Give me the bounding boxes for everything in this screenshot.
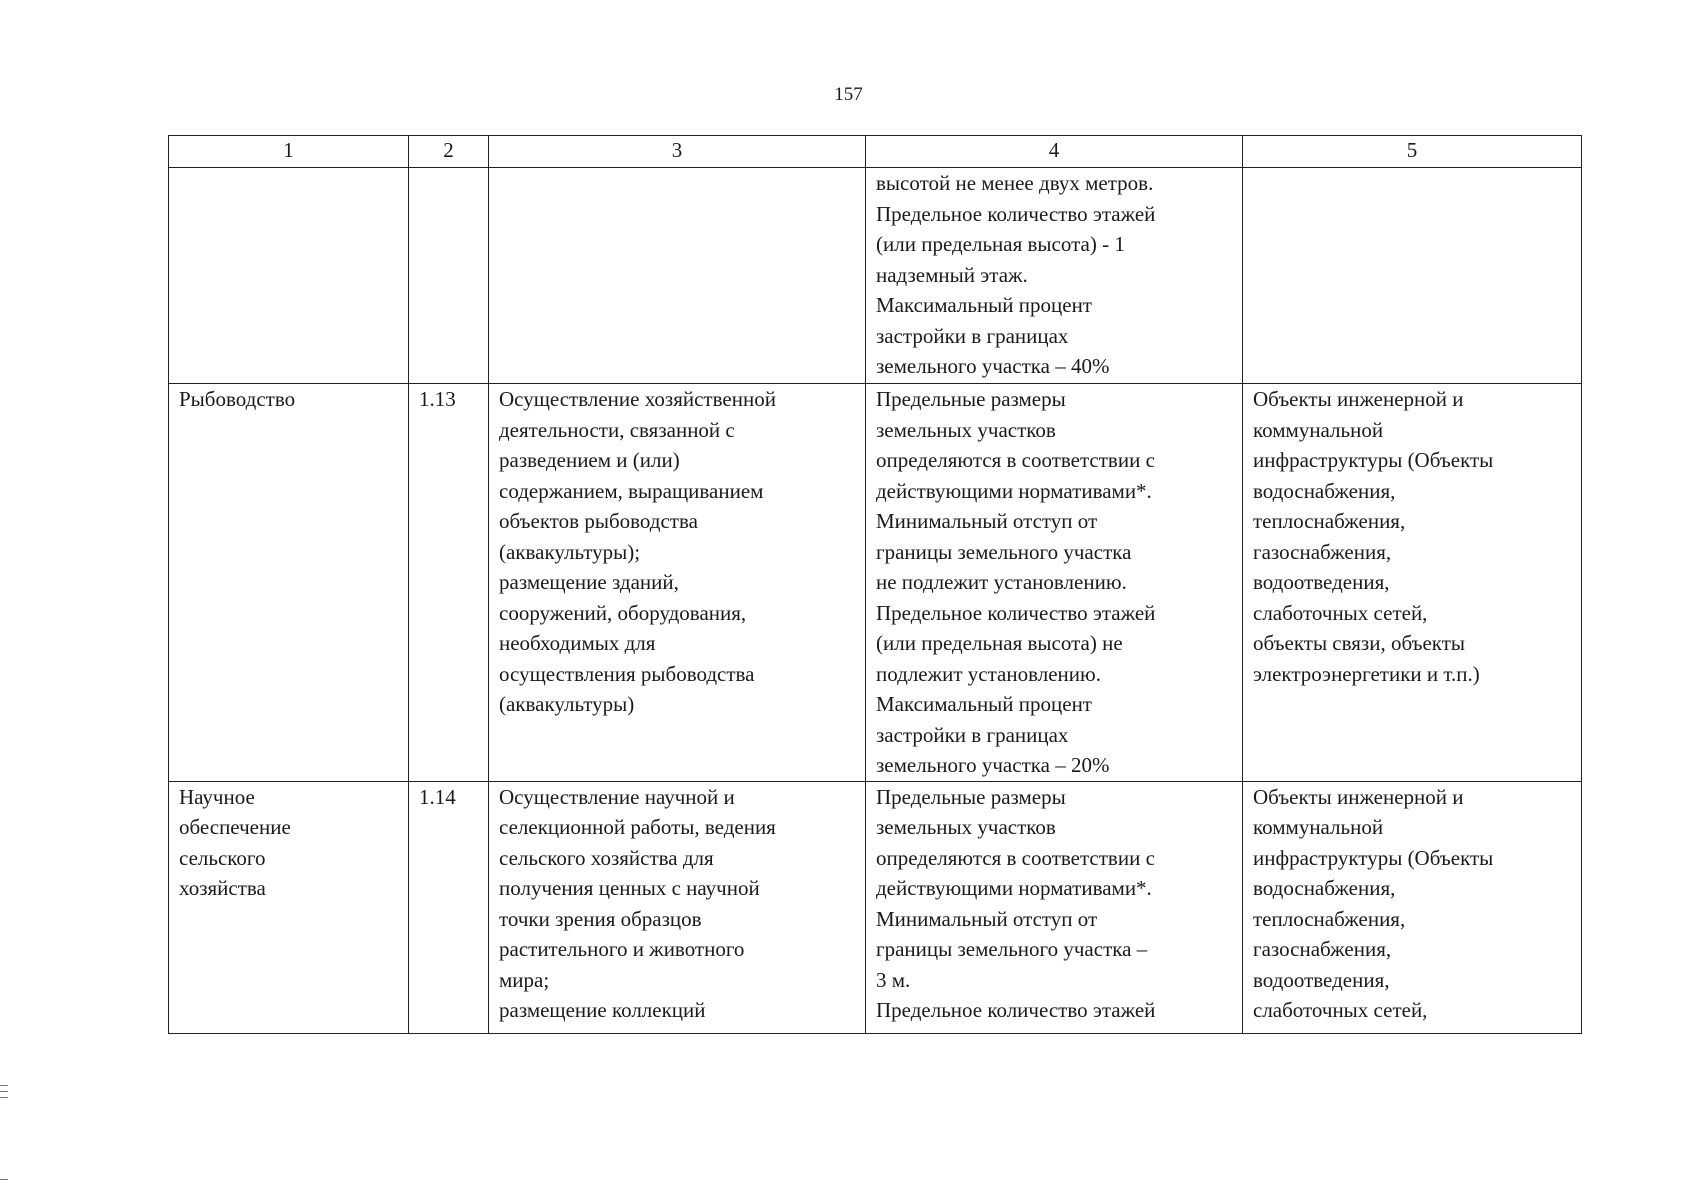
text-line: земельного участка – 20%	[876, 753, 1110, 777]
text-line: действующими нормативами*.	[876, 478, 1152, 503]
cont-parameters-cell	[866, 168, 1243, 384]
header-col-4: 4	[866, 136, 1243, 168]
text-line: земельных участков	[876, 815, 1056, 839]
text-line: определяются в соответствии с	[876, 448, 1155, 472]
scan-mark	[0, 1091, 8, 1092]
auxiliary-cell	[1243, 781, 1582, 1033]
text-line: Максимальный процент	[876, 293, 1092, 317]
text-line: размещение коллекций	[499, 998, 706, 1022]
table-header-row	[169, 136, 1582, 168]
text-line: Предельное количество этажей	[876, 201, 1156, 226]
text-line: (или предельная высота) - 1	[876, 232, 1125, 256]
text-line: (аквакультуры);	[499, 539, 641, 564]
text-line: мира;	[499, 967, 550, 992]
scan-mark	[0, 1179, 8, 1180]
cont-code-cell	[409, 168, 489, 384]
text-line: водоснабжения,	[1253, 876, 1396, 900]
cont-auxiliary-cell	[1243, 168, 1582, 384]
text-line: слаботочных сетей,	[1253, 998, 1428, 1022]
text-line: высотой не менее двух метров.	[876, 171, 1154, 195]
text-line: Предельное количество этажей	[876, 600, 1156, 625]
table-row-continuation	[169, 168, 1582, 384]
text-line: границы земельного участка –	[876, 937, 1148, 961]
text-line: подлежит установлению.	[876, 661, 1101, 686]
text-line: растительного и животного	[499, 937, 745, 961]
text-line: коммунальной	[1253, 417, 1384, 442]
text-line: Минимальный отступ от	[876, 906, 1098, 931]
auxiliary-cell	[1243, 384, 1582, 782]
text-line: теплоснабжения,	[1253, 906, 1406, 931]
scan-mark	[0, 1085, 8, 1086]
text-line: сельского	[179, 845, 266, 870]
text-line: слаботочных сетей,	[1253, 600, 1428, 625]
page-number: 157	[834, 84, 863, 105]
text-line: обеспечение	[179, 815, 291, 839]
name-cell	[169, 384, 409, 782]
text-line: Предельное количество этажей	[876, 998, 1156, 1022]
text-line: газоснабжения,	[1253, 539, 1392, 564]
text-line: хозяйства	[179, 876, 266, 900]
text-line: объектов рыбоводства	[499, 509, 698, 533]
scan-mark	[0, 1097, 8, 1098]
text-line: действующими нормативами*.	[876, 876, 1152, 900]
text-line: Предельные размеры	[876, 784, 1066, 809]
text-line: земельных участков	[876, 417, 1056, 442]
text-line: сооружений, оборудования,	[499, 600, 747, 625]
description-cell	[489, 384, 866, 782]
text-line: электроэнергетики и т.п.)	[1253, 661, 1480, 686]
text-line: необходимых для	[499, 631, 656, 655]
code-cell: 1.14	[409, 781, 489, 1033]
text-line: Минимальный отступ от	[876, 509, 1098, 533]
text-line: размещение зданий,	[499, 570, 679, 594]
header-col-3: 3	[489, 136, 866, 168]
header-col-2: 2	[409, 136, 489, 168]
table-row-scientific-support	[169, 781, 1582, 1033]
text-line: деятельности, связанной с	[499, 417, 735, 442]
text-line: водоотведения,	[1253, 570, 1390, 594]
text-line: надземный этаж.	[876, 262, 1028, 287]
text-line: Осуществление научной и	[499, 784, 735, 809]
text-line: Максимальный процент	[876, 692, 1092, 716]
text-line: границы земельного участка	[876, 539, 1132, 564]
text-line: инфраструктуры (Объекты	[1253, 845, 1494, 870]
text-line: (аквакультуры)	[499, 692, 635, 716]
text-line: водоотведения,	[1253, 967, 1390, 992]
header-col-5: 5	[1243, 136, 1582, 168]
text-line: Осуществление хозяйственной	[499, 387, 776, 411]
text-line: осуществления рыбоводства	[499, 661, 755, 686]
text-line: газоснабжения,	[1253, 937, 1392, 961]
text-line: не подлежит установлению.	[876, 570, 1127, 594]
parameters-cell	[866, 384, 1243, 782]
cont-description-cell	[489, 168, 866, 384]
text-line: Научное	[179, 784, 255, 809]
code-cell: 1.13	[409, 384, 489, 782]
text-line: содержанием, выращиванием	[499, 478, 764, 503]
text-line: объекты связи, объекты	[1253, 631, 1466, 655]
text-line: сельского хозяйства для	[499, 845, 714, 870]
text-line: застройки в границах	[876, 722, 1069, 747]
text-line: теплоснабжения,	[1253, 509, 1406, 533]
text-line: Объекты инженерной и	[1253, 784, 1464, 809]
land-use-table	[168, 135, 1582, 1034]
description-cell	[489, 781, 866, 1033]
cont-name-cell	[169, 168, 409, 384]
text-line: разведением и (или)	[499, 448, 680, 472]
text-line: точки зрения образцов	[499, 906, 702, 931]
text-line: получения ценных с научной	[499, 876, 760, 900]
text-line: (или предельная высота) не	[876, 631, 1123, 655]
header-col-1: 1	[169, 136, 409, 168]
text-line: инфраструктуры (Объекты	[1253, 448, 1494, 472]
text-line: Рыбоводство	[179, 387, 296, 411]
text-line: коммунальной	[1253, 815, 1384, 839]
table-row-fish-farming	[169, 384, 1582, 782]
text-line: земельного участка – 40%	[876, 354, 1110, 378]
text-line: водоснабжения,	[1253, 478, 1396, 503]
text-line: застройки в границах	[876, 323, 1069, 348]
name-cell	[169, 781, 409, 1033]
text-line: 3 м.	[876, 967, 911, 992]
text-line: определяются в соответствии с	[876, 845, 1155, 870]
parameters-cell	[866, 781, 1243, 1033]
text-line: Объекты инженерной и	[1253, 387, 1464, 411]
text-line: Предельные размеры	[876, 387, 1066, 411]
text-line: селекционной работы, ведения	[499, 815, 776, 839]
